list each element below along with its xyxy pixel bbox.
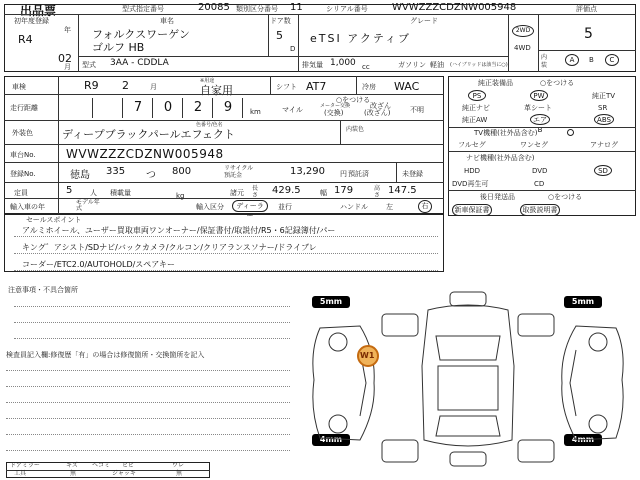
equip-pw: PW	[530, 90, 548, 101]
capacity-value: 5	[66, 185, 73, 196]
size-label: 諸元	[230, 189, 244, 197]
recycle-label: リサイクル預託金	[224, 165, 254, 179]
inspection-month: 2	[122, 79, 129, 92]
handle-left: 左	[386, 203, 393, 211]
navi-hdd: HDD	[464, 167, 481, 175]
rear-title: 後日発送品	[480, 193, 515, 201]
odometer-digit: 2	[184, 98, 213, 118]
width-value: 179	[334, 185, 354, 196]
reg-class: 335	[106, 166, 126, 177]
interior-a: A	[565, 54, 579, 66]
mileage-opt-replace-sub: (交換)	[324, 109, 344, 117]
category-label: 類別区分番号	[236, 5, 278, 13]
doors-value: 5	[276, 29, 283, 42]
car-name-line1: フォルクスワーゲン	[92, 28, 190, 41]
fuel-diesel: 軽油	[430, 61, 444, 69]
capacity-label: 定員	[14, 189, 28, 197]
reg-label: 登録No.	[10, 170, 36, 178]
notes-title: 注意事項・不具合箇所	[8, 286, 78, 294]
legend-tools-val: 無	[70, 470, 77, 477]
tread-front-left: 5mm	[312, 296, 350, 308]
serial-number: WVWZZZCDZNW005948	[392, 2, 517, 13]
tv-title: TV機種(社外品含む)	[474, 129, 538, 137]
sales-line-2: キング゛アシスト/SDナビ/バックカメラ/クルコン/クリアランスソナー/ドライブレ	[22, 243, 317, 252]
interior-c: C	[605, 54, 619, 66]
tread-rear-left: 4mm	[312, 434, 350, 446]
disp-unit: cc	[362, 63, 370, 71]
odometer-digit	[94, 98, 123, 118]
interior-label: 内装	[541, 54, 548, 69]
shift-label: シフト	[276, 83, 297, 91]
tv-note-circle	[567, 129, 574, 136]
navi-dvd-play: DVD再生可	[452, 180, 489, 188]
interior-b: B	[589, 56, 594, 64]
disp-value: 1,000	[330, 58, 356, 68]
inspection-month-unit: 月	[150, 83, 157, 91]
drive-4wd: 4WD	[514, 44, 531, 52]
odometer-digit	[64, 98, 93, 118]
load-label: 積載量	[110, 189, 131, 197]
height-label: 高さ	[374, 185, 381, 199]
chassis-value: WVWZZZCDZNW005948	[66, 147, 224, 161]
recycle-unit: 円	[340, 170, 347, 178]
navi-cd: CD	[534, 180, 545, 188]
recycle-note: 預託済	[348, 170, 369, 178]
import-date-label: 輸入車の年	[10, 203, 45, 211]
fuel-gas: ガソリン	[398, 61, 426, 69]
import-parallel: 並行	[278, 203, 292, 211]
reg-number: 800	[172, 166, 192, 177]
navi-title: ナビ機種(社外品含む)	[466, 154, 535, 162]
load-unit: kg	[176, 192, 185, 200]
shift-value: AT7	[306, 80, 327, 93]
fuel-hint: (ハイブリッドは該当に○)	[450, 62, 508, 68]
interior-color-label: 内装色	[346, 126, 365, 133]
first-reg-year-unit: 年	[64, 26, 71, 34]
model-year-label: モデル年式	[76, 199, 100, 212]
handle-label: ハンドル	[340, 203, 368, 211]
mileage-opt-unknown: 不明	[410, 106, 424, 114]
length-label: 長さ	[252, 185, 259, 199]
exterior-color: ディープブラックパールエフェクト	[62, 128, 235, 141]
width-label: 幅	[320, 189, 327, 197]
handle-right: 右	[418, 200, 432, 213]
grade-label: グレード	[410, 17, 438, 25]
ac-value: WAC	[394, 80, 420, 93]
tv-oneseg: ワンセグ	[520, 141, 548, 149]
grade-value: eTSI アクティブ	[310, 32, 411, 45]
recycle-value: 13,290	[290, 166, 325, 177]
mileage-opt-mile: マイル	[282, 106, 303, 114]
mileage-opt-tamper: 改ざん	[370, 102, 391, 110]
car-name-label: 車名	[160, 17, 174, 25]
damage-mark-w1: W1	[360, 351, 375, 360]
legend-tools: 工具	[14, 470, 27, 477]
legend-h-hibi: ヒビ	[122, 462, 135, 469]
inspection-era: R9	[84, 79, 99, 92]
tread-rear-right: 4mm	[564, 434, 602, 446]
legend-jack: ジャッキ	[112, 470, 136, 477]
reg-area: 徳島	[70, 170, 90, 181]
tread-front-right: 5mm	[564, 296, 602, 308]
mileage-opt-tamper-sub: (改ざん)	[364, 109, 391, 117]
tv-analog: アナログ	[590, 141, 618, 149]
mileage-label: 走行距離	[10, 104, 38, 112]
rear-note: ○をつける	[548, 193, 583, 201]
color-no-label: 色番号/色名	[196, 122, 223, 128]
height-value: 147.5	[388, 185, 417, 196]
doors-label: ドア数	[270, 17, 291, 25]
odometer-digit: 7	[124, 98, 153, 118]
repair-title: 検査員記入欄:修復歴「有」の場合は修復箇所・交換箇所を記入	[6, 351, 205, 359]
disp-label: 排気量	[302, 61, 323, 69]
tv-fullseg: フルセグ	[458, 141, 486, 149]
legend-h-hekomi: ヘコミ	[92, 462, 111, 469]
score-value: 5	[584, 26, 593, 42]
rear-warranty: 新車保証書	[452, 204, 492, 216]
model-code: 20085	[198, 2, 230, 13]
odometer-digit: 0	[154, 98, 183, 118]
equipment-title: 純正装備品	[478, 79, 513, 87]
import-dealer: ディーラー	[232, 200, 268, 212]
ac-label: 冷房	[362, 83, 376, 91]
equip-airbag: エアB	[530, 114, 550, 125]
doors-sub: D	[290, 45, 296, 53]
equip-aw: 純正AW	[462, 116, 488, 124]
rear-manual: 取扱説明書	[520, 204, 560, 216]
category: 11	[290, 2, 303, 13]
sales-line-1: アルミホイール、ユーザー買取車両ワンオーナー/保証書付/取説付/R5・6記録簿付/パー	[22, 226, 336, 235]
first-reg-era: R4	[18, 33, 33, 46]
equip-sr: SR	[598, 104, 608, 112]
usage-value: 自家用	[200, 84, 233, 97]
equipment-note: ○をつける	[540, 79, 575, 87]
import-class-label: 輸入区分	[196, 203, 224, 211]
page-title: 出品票	[20, 4, 57, 18]
unregistered-label: 未登録	[402, 170, 423, 178]
drive-2wd: 2WD	[512, 25, 534, 37]
equip-navi: 純正ナビ	[462, 104, 490, 112]
mileage-opt-replace: メーター交換	[320, 103, 351, 109]
car-body-diagram	[300, 290, 636, 476]
legend-h-ware: ワレ	[172, 462, 185, 469]
serial-label: シリアル番号	[326, 5, 368, 13]
reg-kana: つ	[146, 170, 156, 181]
chassis-label: 車台No.	[10, 151, 36, 159]
mileage-note: ○をつける	[336, 96, 371, 104]
legend-h-kizu: キズ	[66, 462, 78, 469]
navi-sd: SD	[594, 165, 612, 176]
legend-jack-val: 無	[176, 470, 183, 477]
equip-ps: PS	[468, 90, 486, 101]
odometer-digit: 9	[214, 98, 243, 118]
equip-tv: 純正TV	[592, 92, 616, 100]
mileage-unit: km	[250, 108, 261, 116]
length-value: 429.5	[272, 185, 301, 196]
sales-line-3: コーダー/ETC2.0/AUTOHOLD/スペアキー	[22, 260, 175, 269]
equip-abs: ABS	[594, 114, 614, 125]
type-label: 型式	[82, 61, 96, 69]
legend-h-mirror: ドアミラー	[10, 462, 40, 469]
first-reg-label: 初年度登録	[14, 17, 49, 25]
first-reg-month-unit: 月	[64, 63, 71, 71]
navi-dvd: DVD	[532, 167, 548, 175]
sales-points-title: セールスポイント	[26, 216, 82, 224]
car-name-line2: ゴルフ HB	[92, 41, 145, 54]
exterior-label: 外装色	[12, 129, 33, 137]
model-code-label: 型式指定番号	[122, 5, 164, 13]
score-label: 評価点	[576, 5, 597, 13]
capacity-unit: 人	[90, 189, 97, 197]
inspection-label: 車検	[12, 83, 26, 91]
first-reg-month: 02	[58, 52, 72, 65]
type-value: 3AA - CDDLA	[110, 58, 169, 68]
equip-leather: 革シート	[524, 104, 552, 112]
usage-label: ※用途	[200, 78, 215, 84]
